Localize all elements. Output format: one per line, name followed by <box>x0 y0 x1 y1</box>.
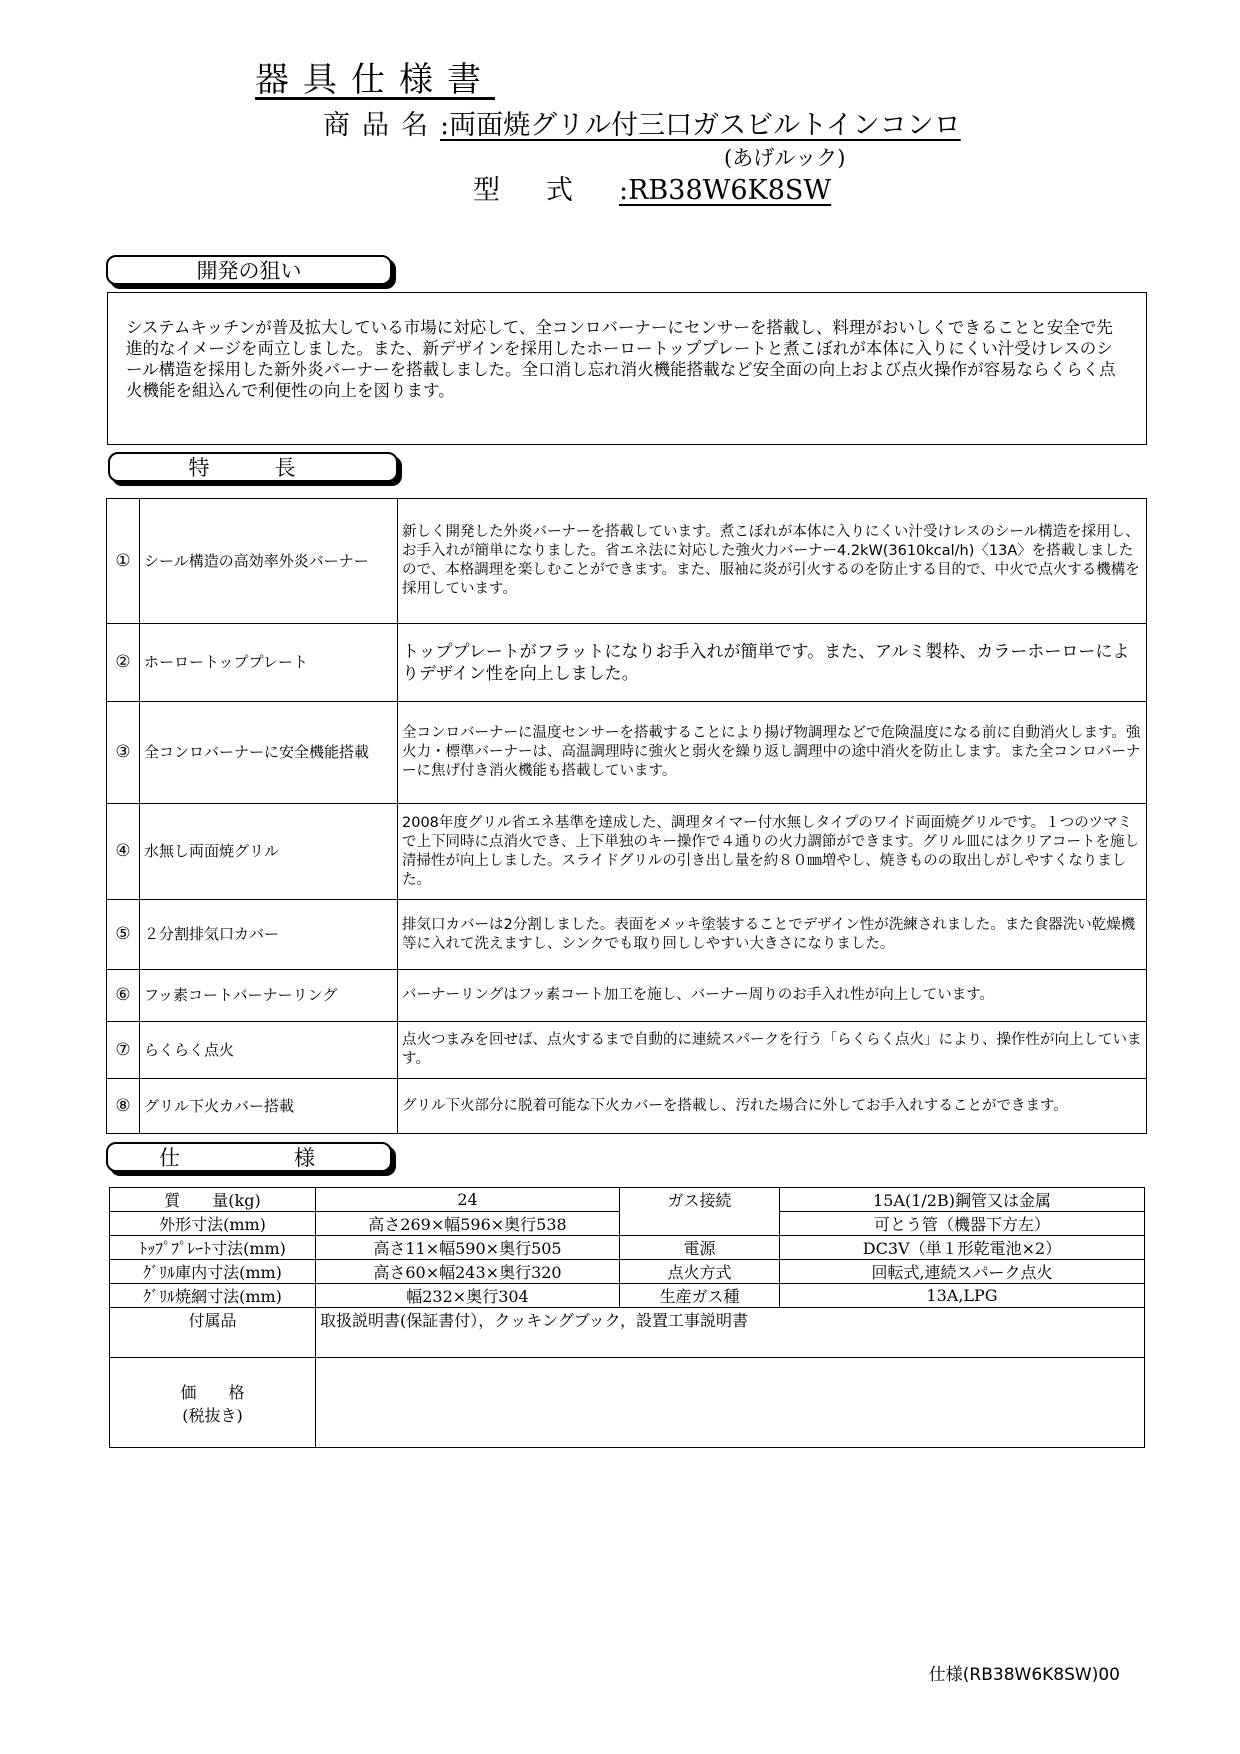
feature-row <box>107 499 1147 624</box>
spec-accessories-label: 付属品 <box>110 1308 316 1358</box>
feature-desc: 2008年度グリル省エネ基準を達成した、調理タイマー付水無しタイプのワイド両面焼グリルです。１つのツマミで上下同時に点消火でき、上下単独のキー操作で４通りの火力調節ができます。グリル皿にはクリアコートを施し清掃性が向上しました。スライドグリルの引き出し量を約８０㎜増やし、焼きものの取出しがしやすくなりました。 <box>398 804 1147 900</box>
feature-desc: 新しく開発した外炎バーナーを搭載しています。煮こぼれが本体に入りにくい汁受けレスのシール構造を採用し、お手入れが簡単になりました。省エネ法に対応した強火力バーナー4.2kW(3610kcal/h)〈13A〉を搭載しましたので、本格調理を楽しむことができます。また、服袖に炎が引火するのを防止する目的で、中火で点火する機構を採用しています。 <box>398 499 1147 624</box>
feature-name: グリル下火カバー搭載 <box>140 1079 398 1134</box>
feature-name: ２分割排気口カバー <box>140 900 398 970</box>
feature-number: ⑥ <box>107 970 140 1022</box>
product-name-label: 商品名 <box>323 110 440 141</box>
feature-number: ① <box>107 499 140 624</box>
spec-ignite-label: 点火方式 <box>620 1260 780 1284</box>
feature-row <box>107 1022 1147 1079</box>
spec-weight-value: 24 <box>316 1188 620 1212</box>
feature-desc: 点火つまみを回せば、点火するまで自動的に連続スパークを行う「らくらく点火」により、操作性が向上しています。 <box>398 1022 1147 1079</box>
model-value: :RB38W6K8SW <box>619 175 832 206</box>
feature-number: ⑤ <box>107 900 140 970</box>
feature-name: らくらく点火 <box>140 1022 398 1079</box>
spec-ignite-value: 回転式,連続スパーク点火 <box>780 1260 1145 1284</box>
spec-weight-label: 質 量(kg) <box>110 1188 316 1212</box>
spec-grill-net-value: 幅232×奥行304 <box>316 1284 620 1308</box>
model-label: 型式 <box>473 175 619 206</box>
spec-gas-type-value: 13A,LPG <box>780 1284 1145 1308</box>
feature-name: シール構造の高効率外炎バーナー <box>140 499 398 624</box>
feature-number: ③ <box>107 702 140 804</box>
aim-text-box <box>107 292 1147 445</box>
spec-outer-label: 外形寸法(mm) <box>110 1212 316 1236</box>
spec-price-label-line1: 価 格 <box>180 1382 245 1402</box>
spec-top-label: ﾄｯﾌﾟﾌﾟﾚｰﾄ寸法(mm) <box>110 1236 316 1260</box>
product-name-value: :両面焼グリル付三口ガスビルトインコンロ <box>440 110 961 141</box>
footer-doc-code: 仕様(RB38W6K8SW)00 <box>928 1665 1120 1685</box>
feature-row <box>107 702 1147 804</box>
model-line <box>473 168 831 207</box>
spec-grill-in-label: ｸﾞﾘﾙ庫内寸法(mm) <box>110 1260 316 1284</box>
feature-row <box>107 1079 1147 1134</box>
product-subname: (あげルック) <box>724 146 846 170</box>
features-table <box>106 498 1147 1134</box>
feature-name: フッ素コートバーナーリング <box>140 970 398 1022</box>
feature-row <box>107 900 1147 970</box>
spec-table <box>109 1187 1145 1448</box>
section-tab-features: 特 長 <box>108 452 398 482</box>
feature-number: ② <box>107 624 140 702</box>
product-name-line <box>323 103 961 142</box>
feature-row <box>107 804 1147 900</box>
spec-power-value: DC3V（単１形乾電池×2） <box>780 1236 1145 1260</box>
spec-outer-value: 高さ269×幅596×奥行538 <box>316 1212 620 1236</box>
feature-desc: 全コンロバーナーに温度センサーを搭載することにより揚げ物調理などで危険温度になる前に自動消火します。強火力・標準バーナーは、高温調理時に強火と弱火を繰り返し調理中の途中消火を防止します。また全コンロバーナーに焦げ付き消火機能も搭載しています。 <box>398 702 1147 804</box>
document-title: 器具仕様書 <box>255 60 495 100</box>
feature-number: ⑧ <box>107 1079 140 1134</box>
feature-name: 水無し両面焼グリル <box>140 804 398 900</box>
section-tab-spec: 仕 様 <box>106 1142 392 1172</box>
feature-desc: 排気口カバーは2分割しました。表面をメッキ塗装することでデザイン性が洗練されました。また食器洗い乾燥機等に入れて洗えますし、シンクでも取り回ししやすい大きさになりました。 <box>398 900 1147 970</box>
section-tab-aim: 開発の狙い <box>106 255 392 285</box>
spec-grill-in-value: 高さ60×幅243×奥行320 <box>316 1260 620 1284</box>
spec-gas-type-label: 生産ガス種 <box>620 1284 780 1308</box>
spec-price-value <box>316 1358 1145 1448</box>
feature-number: ④ <box>107 804 140 900</box>
feature-number: ⑦ <box>107 1022 140 1079</box>
spec-gas-label: ガス接続 <box>620 1188 780 1236</box>
feature-desc: グリル下火部分に脱着可能な下火カバーを搭載し、汚れた場合に外してお手入れすることができます。 <box>398 1079 1147 1134</box>
feature-row <box>107 624 1147 702</box>
spec-accessories-value: 取扱説明書(保証書付），クッキングブック，設置工事説明書 <box>316 1308 1145 1358</box>
feature-desc: トッププレートがフラットになりお手入れが簡単です。また、アルミ製枠、カラーホーローによりデザイン性を向上しました。 <box>398 624 1147 702</box>
spec-top-value: 高さ11×幅590×奥行505 <box>316 1236 620 1260</box>
spec-gas-value-1: 15A(1/2B)鋼管又は金属 <box>780 1188 1145 1212</box>
spec-price-label-line2: (税抜き) <box>182 1405 243 1425</box>
spec-price-label <box>110 1358 316 1448</box>
spec-gas-value-2: 可とう管（機器下方左） <box>780 1212 1145 1236</box>
feature-desc: バーナーリングはフッ素コート加工を施し、バーナー周りのお手入れ性が向上しています。 <box>398 970 1147 1022</box>
feature-name: 全コンロバーナーに安全機能搭載 <box>140 702 398 804</box>
feature-row <box>107 970 1147 1022</box>
spec-grill-net-label: ｸﾞﾘﾙ焼網寸法(mm) <box>110 1284 316 1308</box>
aim-text: システムキッチンが普及拡大している市場に対応して、全コンロバーナーにセンサーを搭載し、料理がおいしくできることと安全で先進的なイメージを両立しました。また、新デザインを採用したホーロートッププレートと煮こぼれが本体に入りにくい汁受けレスのシール構造を採用した新外炎バーナーを搭載しました。全口消し忘れ消火機能搭載など安全面の向上および点火操作が容易ならくらく点火機能を組込んで利便性の向上を図ります。 <box>126 318 1116 400</box>
spec-power-label: 電源 <box>620 1236 780 1260</box>
feature-name: ホーロートッププレート <box>140 624 398 702</box>
